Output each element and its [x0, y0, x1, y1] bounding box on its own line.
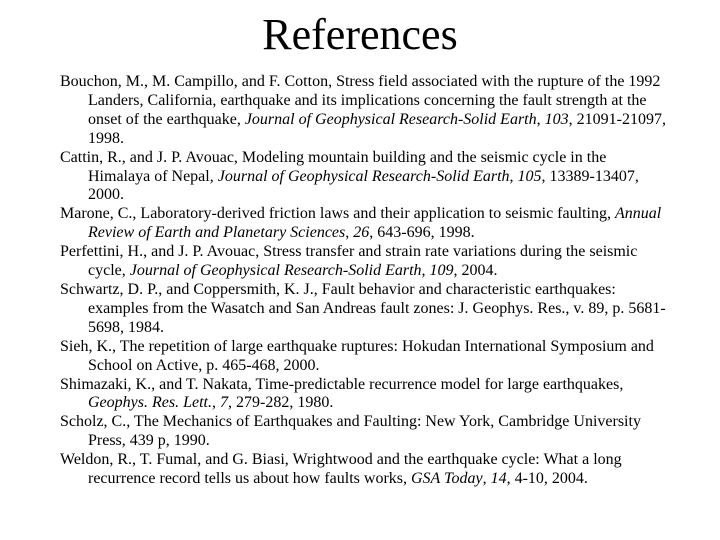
reference-journal: Journal of Geophysical Research-Solid Earth [129, 262, 422, 280]
reference-item [60, 205, 670, 243]
reference-separator: , [345, 224, 354, 242]
reference-journal: Journal of Geophysical Research-Solid Earth [244, 110, 537, 128]
reference-item [60, 338, 670, 376]
reference-separator: , [536, 110, 545, 128]
reference-text: Weldon, R., T. Fumal, and G. Biasi, Wrightwood and the earthquake cycle: What a long recurrence record tells us about how faults works, [60, 451, 622, 488]
reference-item [60, 243, 670, 281]
reference-item [60, 281, 670, 338]
reference-journal: Journal of Geophysical Research-Solid Earth [217, 167, 510, 185]
reference-pages-year: , 2004. [453, 262, 498, 280]
reference-separator: , [509, 167, 518, 185]
reference-pages-year: , 4-10, 2004. [506, 470, 588, 488]
reference-item [60, 376, 670, 414]
reference-list [60, 73, 670, 489]
reference-item [60, 451, 670, 489]
reference-pages-year: , 13389-13407, 2000. [88, 167, 639, 204]
reference-text: Marone, C., Laboratory-derived friction laws and their application to seismic faulting, [60, 205, 615, 223]
reference-volume: 14 [490, 470, 507, 488]
reference-journal: Geophys. Res. Lett. [88, 394, 212, 412]
reference-volume: 109 [429, 262, 454, 280]
reference-separator: , [211, 394, 220, 412]
reference-pages-year: , 279-282, 1980. [227, 394, 334, 412]
reference-item [60, 73, 670, 149]
reference-text: Shimazaki, K., and T. Nakata, Time-predictable recurrence model for large earthquakes, [60, 375, 624, 393]
reference-volume: 103 [544, 110, 569, 128]
reference-separator: , [482, 470, 491, 488]
reference-text: Scholz, C., The Mechanics of Earthquakes and Faulting: New York, Cambridge University Press, 439 p, 1990. [60, 413, 641, 450]
slide-title: References [262, 10, 458, 59]
reference-item [60, 413, 670, 451]
reference-journal: Annual Review of Earth and Planetary Sciences [88, 205, 662, 242]
reference-journal: GSA Today [411, 470, 483, 488]
reference-text: Sieh, K., The repetition of large earthquake ruptures: Hokudan International Symposium and School on Active, p. 465-468, 2000. [60, 337, 654, 374]
reference-pages-year: , 643-696, 1998. [369, 224, 475, 242]
reference-item [60, 149, 670, 206]
reference-volume: 26 [353, 224, 370, 242]
reference-text: Perfettini, H., and J. P. Avouac, Stress transfer and strain rate variations during the seismic cycle, [60, 243, 638, 280]
reference-text: Bouchon, M., M. Campillo, and F. Cotton, Stress field associated with the rupture of the 1992 Landers, California, earthquake and its implications concerning the fault strength at the onset of the earthquake, [60, 73, 661, 128]
reference-volume: 105 [517, 167, 542, 185]
reference-volume: 7 [219, 394, 228, 412]
reference-separator: , [421, 262, 430, 280]
reference-pages-year: , 21091-21097, 1998. [88, 110, 666, 147]
reference-text: Schwartz, D. P., and Coppersmith, K. J., Fault behavior and characteristic earthquakes: examples from the Wasatch and San Andreas fault zones: J. Geophys. Res., v. 89, p. 5681-5698, 1984. [60, 280, 666, 336]
reference-text: Cattin, R., and J. P. Avouac, Modeling mountain building and the seismic cycle in the Himalaya of Nepal, [60, 148, 607, 185]
